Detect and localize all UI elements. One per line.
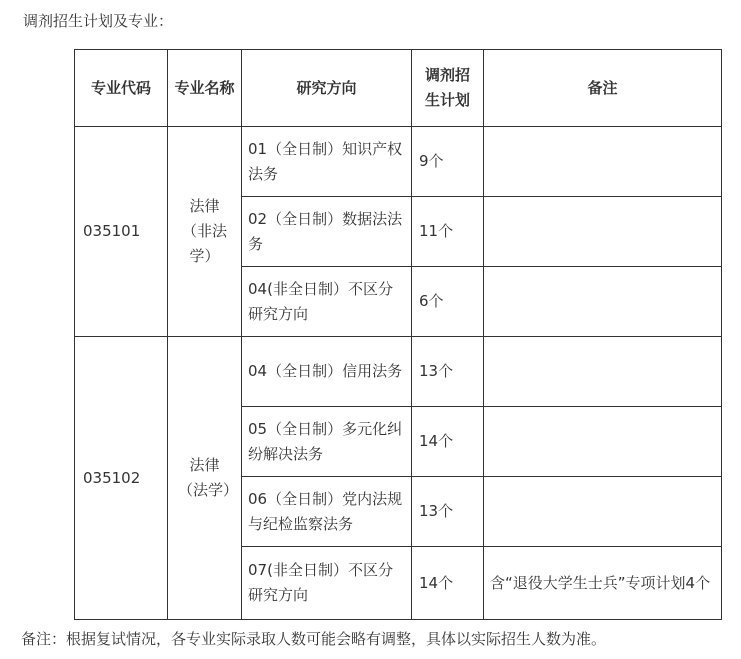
quota-cell: 6个	[412, 267, 484, 337]
header-major-name: 专业名称	[168, 50, 242, 127]
direction-cell: 02（全日制）数据法法务	[242, 197, 412, 267]
major-code-cell: 035101	[75, 127, 168, 337]
major-name-cell: 法律（非法学）	[168, 127, 242, 337]
remark-cell	[484, 127, 722, 197]
header-major-code: 专业代码	[75, 50, 168, 127]
table-header-row	[75, 50, 722, 127]
quota-cell: 13个	[412, 337, 484, 407]
header-remark: 备注	[484, 50, 722, 127]
remark-cell	[484, 267, 722, 337]
remark-cell	[484, 477, 722, 547]
quota-cell: 14个	[412, 407, 484, 477]
remark-cell	[484, 197, 722, 267]
direction-cell: 04（全日制）信用法务	[242, 337, 412, 407]
header-research-direction: 研究方向	[242, 50, 412, 127]
direction-cell: 06（全日制）党内法规与纪检监察法务	[242, 477, 412, 547]
footnote-text: 备注：根据复试情况，各专业实际录取人数可能会略有调整，具体以实际招生人数为准。	[21, 630, 607, 648]
remark-cell	[484, 337, 722, 407]
direction-cell: 01（全日制）知识产权法务	[242, 127, 412, 197]
admission-plan-table	[74, 49, 722, 620]
major-name-cell: 法律（法学）	[168, 337, 242, 620]
major-code-cell: 035102	[75, 337, 168, 620]
quota-cell: 14个	[412, 547, 484, 620]
remark-cell: 含“退役大学生士兵”专项计划4个	[484, 547, 722, 620]
direction-cell: 05（全日制）多元化纠纷解决法务	[242, 407, 412, 477]
direction-cell: 04(非全日制）不区分研究方向	[242, 267, 412, 337]
direction-cell: 07(非全日制）不区分研究方向	[242, 547, 412, 620]
table-row	[75, 337, 722, 407]
intro-text: 调剂招生计划及专业：	[23, 12, 174, 30]
header-adjustment-quota: 调剂招生计划	[412, 50, 484, 127]
remark-cell	[484, 407, 722, 477]
quota-cell: 9个	[412, 127, 484, 197]
table-row	[75, 127, 722, 197]
quota-cell: 11个	[412, 197, 484, 267]
quota-cell: 13个	[412, 477, 484, 547]
